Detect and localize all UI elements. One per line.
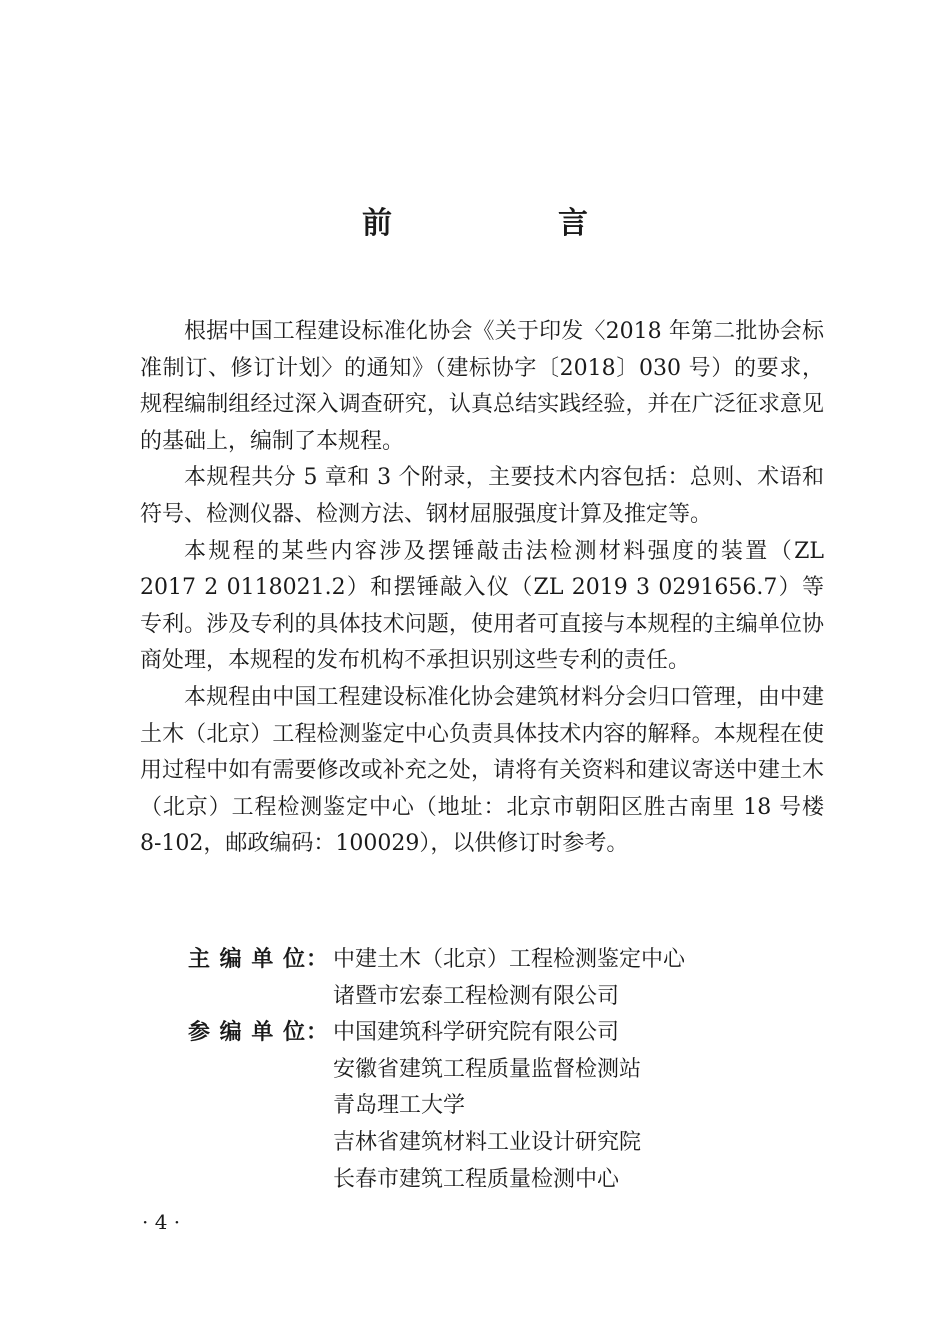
paragraph-2: 本规程共分 5 章和 3 个附录，主要技术内容包括：总则、术语和符号、检测仪器、检测方法、钢材屈服强度计算及推定等。 xyxy=(140,465,824,527)
paragraph-1: 根据中国工程建设标准化协会《关于印发〈2018 年第二批协会标准制订、修订计划〉的通知》（建标协字〔2018〕030 号）的要求，规程编制组经过深入调查研究，认真总结实践经验，并在广泛征求意见的基础上，编制了本规程。 xyxy=(140,319,824,454)
participating-units-label: 参 编 单 位： xyxy=(188,1020,329,1046)
participating-unit-2: 安徽省建筑工程质量监督检测站 xyxy=(333,1056,642,1082)
chief-units-block xyxy=(188,942,828,1198)
page-number: · 4 · xyxy=(142,1210,181,1234)
paragraph-3: 本规程的某些内容涉及摆锤敲击法检测材料强度的装置（ZL 2017 2 0118021.2）和摆锤敲入仪（ZL 2019 3 0291656.7）等专利。涉及专利的具体技术问题，使用者可直接与本规程的主编单位协商处理，本规程的发布机构不承担识别这些专利的责任。 xyxy=(140,538,824,674)
chief-unit-2: 诸暨市宏泰工程检测有限公司 xyxy=(333,983,620,1009)
chief-units-label: 主 编 单 位： xyxy=(188,947,329,972)
participating-unit-5: 长春市建筑工程质量检测中心 xyxy=(333,1166,620,1192)
chief-unit-1: 中建土木（北京）工程检测鉴定中心 xyxy=(333,947,686,972)
participating-units-row xyxy=(188,1015,828,1198)
chief-units-row xyxy=(188,942,828,1015)
chief-units-list xyxy=(333,942,685,1015)
participating-units-list xyxy=(333,1015,641,1198)
participating-unit-4: 吉林省建筑材料工业设计研究院 xyxy=(333,1129,642,1155)
participating-unit-3: 青岛理工大学 xyxy=(333,1093,466,1119)
participating-unit-1: 中国建筑科学研究院有限公司 xyxy=(333,1020,620,1046)
paragraph-4: 本规程由中国工程建设标准化协会建筑材料分会归口管理，由中建土木（北京）工程检测鉴定中心负责具体技术内容的解释。本规程在使用过程中如有需要修改或补充之处，请将有关资料和建议寄送中建土木（北京）工程检测鉴定中心（地址：北京市朝阳区胜古南里 18 号楼 8-102，邮政编码：100029），以供修订时参考。 xyxy=(140,684,824,857)
preface-body xyxy=(140,314,824,863)
page-title: 前 言 xyxy=(362,206,656,241)
